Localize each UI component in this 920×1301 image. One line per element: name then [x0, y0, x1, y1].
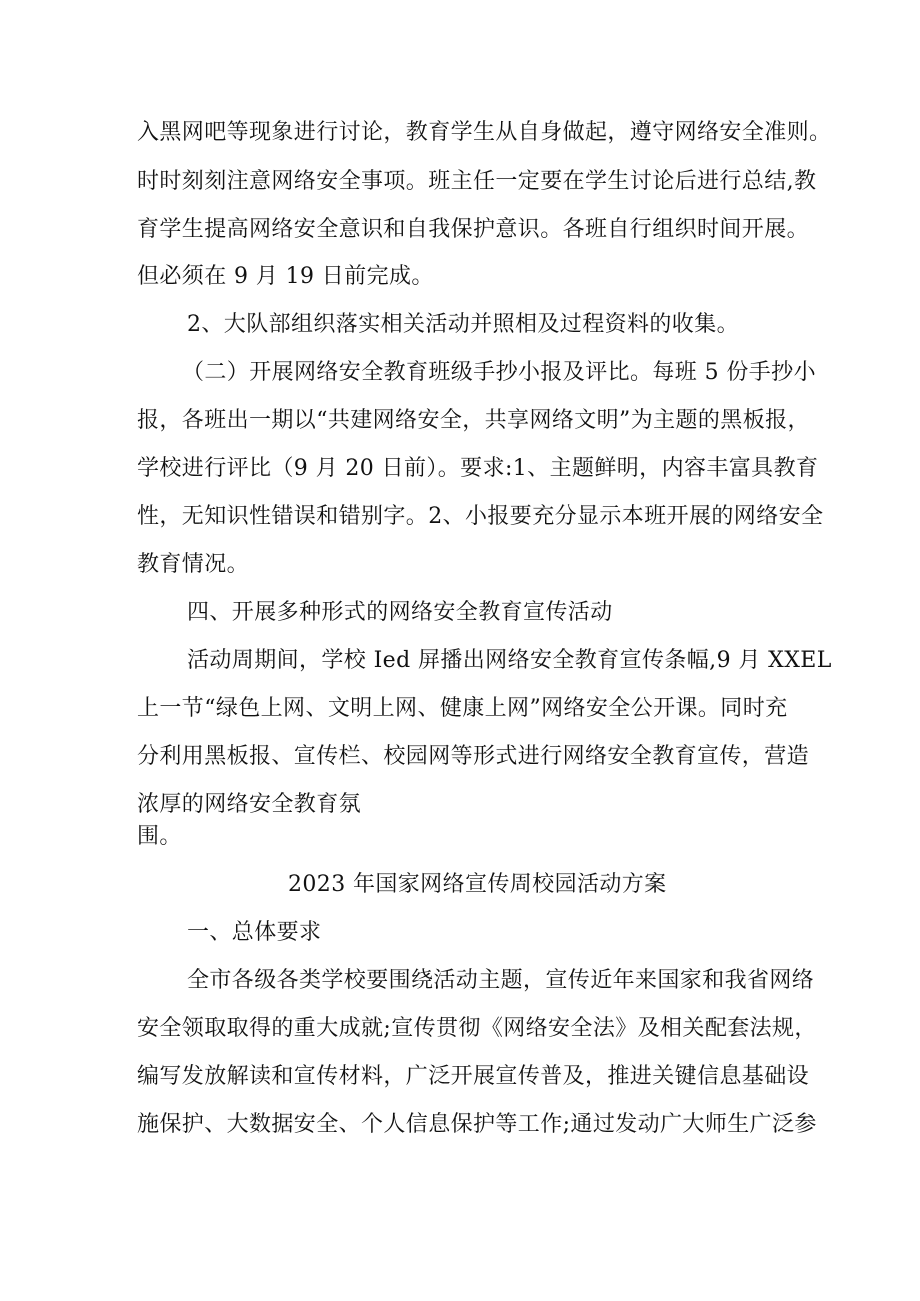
paragraph-line: 但必须在 9 月 19 日前完成。: [137, 264, 434, 289]
section-heading-2: （二）开展网络安全教育班级手抄小报及评比。每班 5 份手抄小: [182, 360, 816, 385]
paragraph-line: 施保护、大数据安全、个人信息保护等工作;通过发动广大师生广泛参: [137, 1112, 817, 1137]
paragraph-line: 学校进行评比（9 月 20 日前）。要求:1、主题鲜明，内容丰富具教育: [137, 456, 819, 481]
paragraph-line: 育学生提高网络安全意识和自我保护意识。各班自行组织时间开展。: [137, 217, 810, 242]
paragraph-line: 教育情况。: [137, 552, 250, 577]
section-heading-4: 四、开展多种形式的网络安全教育宣传活动: [187, 600, 613, 625]
section-heading-1: 一、总体要求: [187, 920, 322, 945]
paragraph-line: 入黑网吧等现象进行讨论，教育学生从自身做起，遵守网络安全准则。: [137, 120, 832, 145]
paragraph-line: 性，无知识性错误和错别字。2、小报要充分显示本班开展的网络安全: [137, 504, 824, 529]
paragraph-line: 编写发放解读和宣传材料，广泛开展宣传普及，推进关键信息基础设: [137, 1064, 810, 1089]
paragraph-line: 全市各级各类学校要围绕活动主题，宣传近年来国家和我省网络: [187, 968, 815, 993]
list-item-2: 2、大队部组织落实相关活动并照相及过程资料的收集。: [187, 312, 739, 337]
paragraph-line: 安全领取取得的重大成就;宣传贯彻《网络安全法》及相关配套法规，: [137, 1016, 817, 1041]
paragraph-line: 活动周期间，学校 Ied 屏播出网络安全教育宣传条幅,9 月 XXEL: [187, 648, 832, 673]
paragraph-line: 时时刻刻注意网络安全事项。班主任一定要在学生讨论后进行总结,教: [137, 169, 817, 194]
document-title: 2023 年国家网络宣传周校园活动方案: [288, 872, 667, 897]
paragraph-line: 围。: [137, 824, 182, 849]
paragraph-line: 浓厚的网络安全教育氛: [137, 792, 362, 817]
paragraph-line: 报，各班出一期以“共建网络安全，共享网络文明”为主题的黑板报，: [137, 408, 810, 433]
paragraph-line: 上一节“绿色上网、文明上网、健康上网”网络安全公开课。同时充: [137, 696, 788, 721]
paragraph-line: 分利用黑板报、宣传栏、校园网等形式进行网络安全教育宣传，营造: [137, 744, 810, 769]
